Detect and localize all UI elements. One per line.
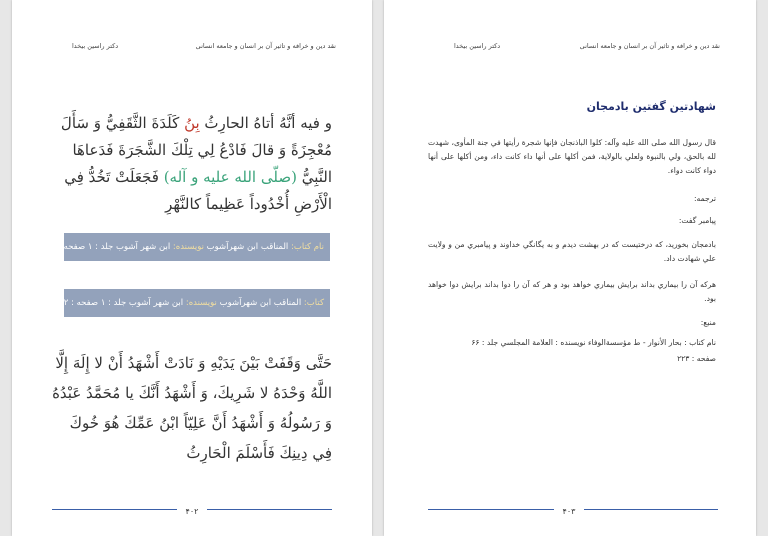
prophet-said-label: پیامبر گفت: (678, 216, 716, 225)
page-header (384, 40, 756, 54)
arabic-text-part: كَلَدَةَ الثَّقَفِيُّ وَ سَأَلَ مُعْجِزَةً وَ قالَ فَادْعُ لِي تِلْكَ الشَّجَرَةَ فَدَعاهَا النَّبِيُّ (60, 114, 332, 186)
translation-label: ترجمه: (693, 194, 716, 203)
header-title: نقد دين و خرافه و تاثير آن بر انسان و جامعه انسانی (579, 42, 720, 50)
source-page: صفحه : ۲۲۳ (677, 354, 716, 363)
header-title: نقد دين و خرافه و تاثير آن بر انسان و جامعه انسانی (195, 42, 336, 50)
header-author: دكتر راسين بيخدا (72, 42, 119, 50)
source-citation: نام کتاب : بحار الأنوار - ط مؤسسةالوفاء نويسنده : العلامة المجلسي جلد : ۶۶ (471, 338, 716, 347)
salawat-text: (صلّى الله عليه و آله) (163, 168, 297, 186)
volume-page: جلد : ۱ صفحه : ۹۲ (59, 298, 129, 308)
header-author: دكتر راسين بيخدا (454, 42, 501, 50)
source-citation-bar (46, 233, 330, 261)
volume-page: جلد : ۱ صفحه : ۹۲ (46, 242, 116, 252)
translation-paragraph: بادمجان بخوريد، كه درختيست كه در بهشت ديدم و به يگانگي خداوند و پيامبري من و ولايت علي شهادت داد. (428, 240, 716, 263)
arabic-text-bottom: حَتَّى وَقَفَتْ بَيْنَ يَدَيْهِ وَ نَادَتْ أَشْهَدُ أَنْ لا إِلَهَ إِلَّا اللَّهُ وَحْدَهُ لا شَرِيكَ، وَ أَشْهَدُ أَنَّكَ يا مُحَمَّدُ عَبْدُهُ وَ رَسُولُهُ وَ أَشْهَدُ أَنَّ عَلِيّاً ابْنُ عَمِّكَ هُوَ خُوكَ فِي دِينِكَ فَأَسْلَمَ الْحَارِثُ (52, 354, 332, 462)
book-label: نام کتاب: (288, 242, 324, 252)
source-label: منبع: (700, 318, 716, 327)
author-name: ابن شهر آشوب (128, 298, 184, 308)
arabic-text-part: و فيه أنَّهُ أتاهُ الحارِثُ (199, 114, 332, 132)
source-citation-bar (59, 289, 330, 317)
hadith-arabic: قال رسول الله صلى الله عليه وآله: كلوا الباذنجان فإنها شجرة رأيتها في جنة المأوى، شهدت لله بالحق، ولي بالنبوة ولعلي بالولاية، فمن أكلها على أنها داء كانت داء، ومن أكلها على أنها دواء كانت دواء. (428, 138, 716, 175)
author-label: نويسنده: (183, 298, 220, 308)
section-title: شهادتین گفتین بادمجان (586, 100, 716, 113)
arabic-text-highlight: بِنُ (184, 114, 200, 132)
arabic-text-top (50, 110, 332, 218)
page-header (12, 40, 372, 54)
page-number: ۴۰۳ (554, 507, 584, 516)
right-page (384, 0, 756, 536)
translation-paragraph: هركه آن را بيماري بداند برايش بيماري خواهد بود و هر كه آن را دوا بداند برايش دوا خواهد بود. (428, 280, 716, 303)
arabic-text-part: فَجَعَلَتْ تَخُدُّ فِي الْأَرْضِ أُخْدُوداً عَظِيماً كالنَّهْرِ (64, 168, 332, 213)
book-label: کتاب: (301, 298, 324, 308)
author-name: ابن شهر آشوب (115, 242, 171, 252)
page-number: ۴۰۲ (177, 507, 207, 516)
left-page (12, 0, 372, 536)
book-name: المناقب ابن شهرآشوب (219, 298, 302, 308)
book-name: المناقب ابن شهرآشوب (206, 242, 289, 252)
author-label: نويسنده: (170, 242, 207, 252)
